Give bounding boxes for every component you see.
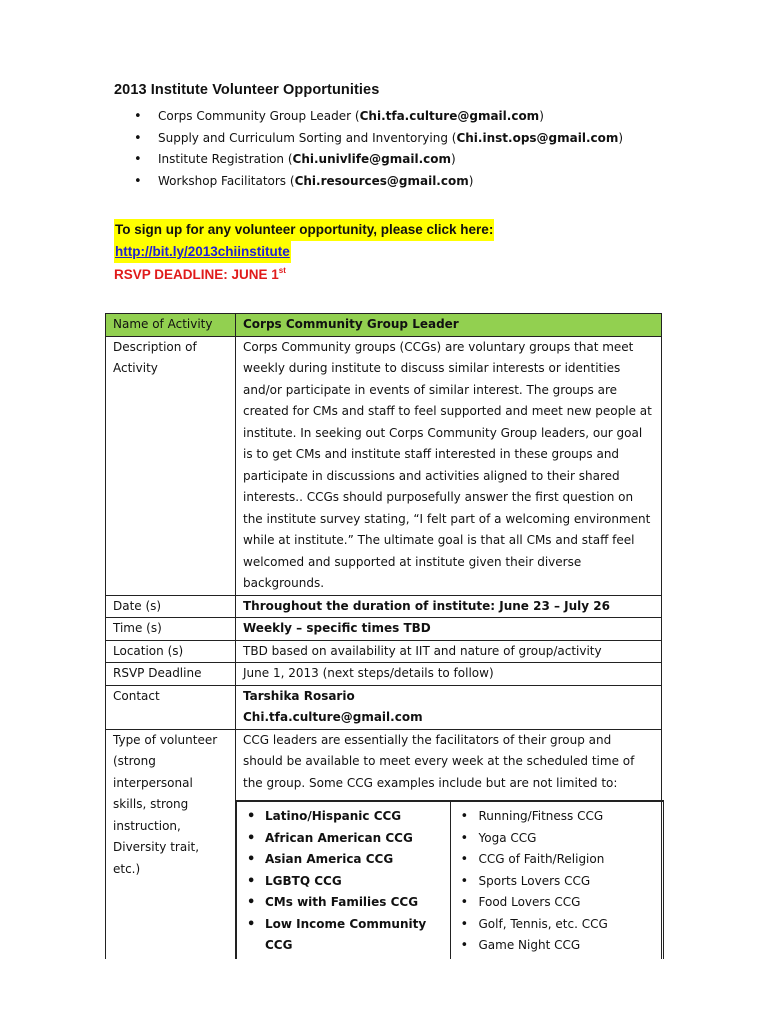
date-label: Date (s) [106, 595, 236, 618]
signup-block [114, 219, 494, 263]
list-item: • Golf, Tennis, etc. CCG [457, 914, 658, 936]
list-item: • Game Night CCG [457, 935, 658, 957]
table-row [106, 729, 662, 959]
time-label: Time (s) [106, 618, 236, 641]
rsvp-value: June 1, 2013 (next steps/details to follow) [236, 663, 662, 686]
table-row [106, 640, 662, 663]
list-item: • LGBTQ CCG [243, 871, 444, 893]
location-label: Location (s) [106, 640, 236, 663]
contact-email: Chi.tfa.culture@gmail.com [243, 710, 423, 724]
opportunity-role: Institute Registration [158, 152, 285, 166]
examples-table [236, 800, 664, 959]
header-label: Name of Activity [106, 314, 236, 337]
page-title: 2013 Institute Volunteer Opportunities [114, 82, 380, 98]
table-row [106, 663, 662, 686]
table-row [106, 314, 662, 337]
list-item: • Running/Fitness CCG [457, 806, 658, 828]
location-value: TBD based on availability at IIT and nature of group/activity [236, 640, 662, 663]
description-label: Description of Activity [106, 336, 236, 595]
list-item: • Food Lovers CCG [457, 892, 658, 914]
list-item: • Workshop Facilitators (Chi.resources@gmail.com) [134, 171, 623, 193]
volunteer-type-label: Type of volunteer (strong interpersonal skills, strong instruction, Diversity trait, etc.) [106, 729, 236, 959]
contact-name: Tarshika Rosario [243, 688, 355, 703]
opportunity-email: Chi.tfa.culture@gmail.com [359, 109, 540, 123]
list-item: • CCG of Faith/Religion [457, 849, 658, 871]
list-item: • African American CCG [243, 828, 444, 850]
list-item: • Sports Lovers CCG [457, 871, 658, 893]
table-row [106, 685, 662, 729]
opportunity-email: Chi.resources@gmail.com [294, 173, 469, 188]
description-value: Corps Community groups (CCGs) are voluntary groups that meet weekly during institute to discuss similar interests or identities and/or participate in events of similar interest. The groups are created for CMs and staff to feel supported and meet new people at institute. In seeking out Corps Community Group leaders, our goal is to get CMs and institute staff interested in these groups and participate in discussions and activities aligned to their shared interests.. CCGs should purposefully answer the first question on the institute survey stating, “I felt part of a welcoming environment while at institute.” The ultimate goal is that all CMs and staff feel welcomed and supported at institute given their diverse backgrounds. [236, 336, 662, 595]
signup-text: To sign up for any volunteer opportunity, please click here: [114, 219, 494, 241]
list-item: • CMs with Families CCG [243, 892, 444, 914]
rsvp-text: RSVP DEADLINE: JUNE 1 [114, 267, 279, 282]
contact-value [236, 685, 662, 729]
date-value: Throughout the duration of institute: June 23 – July 26 [236, 595, 662, 618]
activity-name: Corps Community Group Leader [236, 314, 662, 337]
rsvp-suffix: st [278, 266, 286, 275]
list-item: • Yoga CCG [457, 828, 658, 850]
rsvp-label: RSVP Deadline [106, 663, 236, 686]
examples-left-column [237, 801, 451, 959]
volunteer-type-text: CCG leaders are essentially the facilitators of their group and should be available to meet every week at the scheduled time of the group. Some CCG examples include but are not limited to: [243, 732, 635, 790]
opportunity-email: Chi.inst.ops@gmail.com [456, 130, 619, 145]
examples-right-column [450, 801, 664, 959]
opportunity-role: Workshop Facilitators [158, 173, 287, 188]
table-row [106, 595, 662, 618]
opportunity-role: Supply and Curriculum Sorting and Inventorying [158, 130, 448, 145]
list-item: • Supply and Curriculum Sorting and Inventorying (Chi.inst.ops@gmail.com) [134, 128, 623, 150]
rsvp-deadline [114, 266, 286, 282]
volunteer-type-value [236, 729, 662, 959]
list-item: • Low Income Community CCG [243, 914, 444, 957]
list-item: • Latino/Hispanic CCG [243, 806, 444, 828]
opportunity-role: Corps Community Group Leader [158, 109, 352, 123]
time-value: Weekly – specific times TBD [236, 618, 662, 641]
opportunity-email: Chi.univlife@gmail.com [292, 152, 451, 166]
opportunity-list [134, 106, 623, 192]
list-item: • Institute Registration (Chi.univlife@gmail.com) [134, 149, 623, 171]
table-row [106, 618, 662, 641]
list-item: • Asian America CCG [243, 849, 444, 871]
table-row [106, 336, 662, 595]
list-item: • Corps Community Group Leader (Chi.tfa.culture@gmail.com) [134, 106, 623, 128]
contact-label: Contact [106, 685, 236, 729]
activity-table [105, 313, 662, 959]
signup-link[interactable]: http://bit.ly/2013chiinstitute [115, 244, 290, 259]
